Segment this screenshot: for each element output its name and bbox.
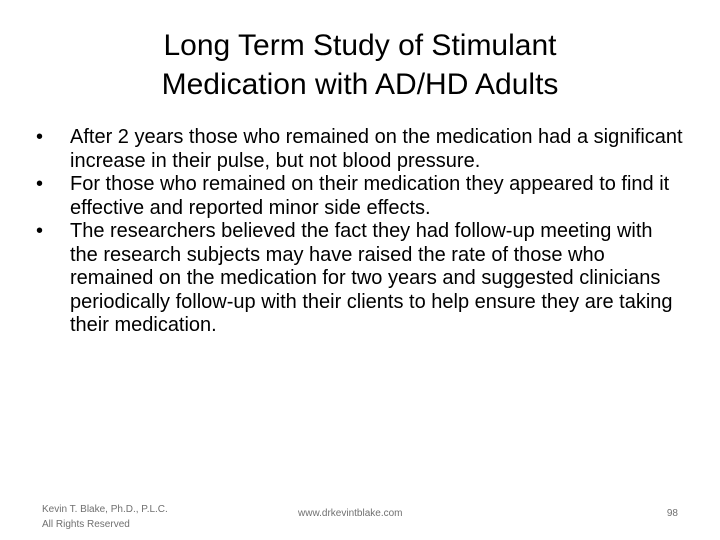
bullet-text-1: After 2 years those who remained on the medication had a significant increase in their pulse, but not blood pressure. [70,126,683,172]
slide-title [40,26,680,104]
footer-website: www.drkevintblake.com [298,508,403,519]
bullet-dot-icon: • [36,220,44,242]
bullet-item-3 [36,220,684,338]
footer-rights: All Rights Reserved [42,519,130,530]
bullet-text-2: For those who remained on their medication they appeared to find it effective and reported minor side effects. [70,173,670,219]
footer-author [42,502,168,532]
footer-author-name: Kevin T. Blake, Ph.D., P.L.C. [42,504,168,515]
slide-title-line-1: Long Term Study of Stimulant [163,29,557,62]
bullet-item-2 [36,173,684,220]
bullet-dot-icon: • [36,173,44,195]
slide-title-line-2: Medication with AD/HD Adults [161,68,559,101]
bullet-dot-icon: • [36,126,44,148]
bullet-text-3: The researchers believed the fact they had follow-up meeting with the research subjects may have raised the rate of those who remained on the medication for two years and suggested clinicians periodically follow-up with their clients to help ensure they are taking their medication. [70,220,673,336]
page-number: 98 [666,508,678,519]
bullet-item-1 [36,126,684,173]
bullet-list [36,126,684,338]
